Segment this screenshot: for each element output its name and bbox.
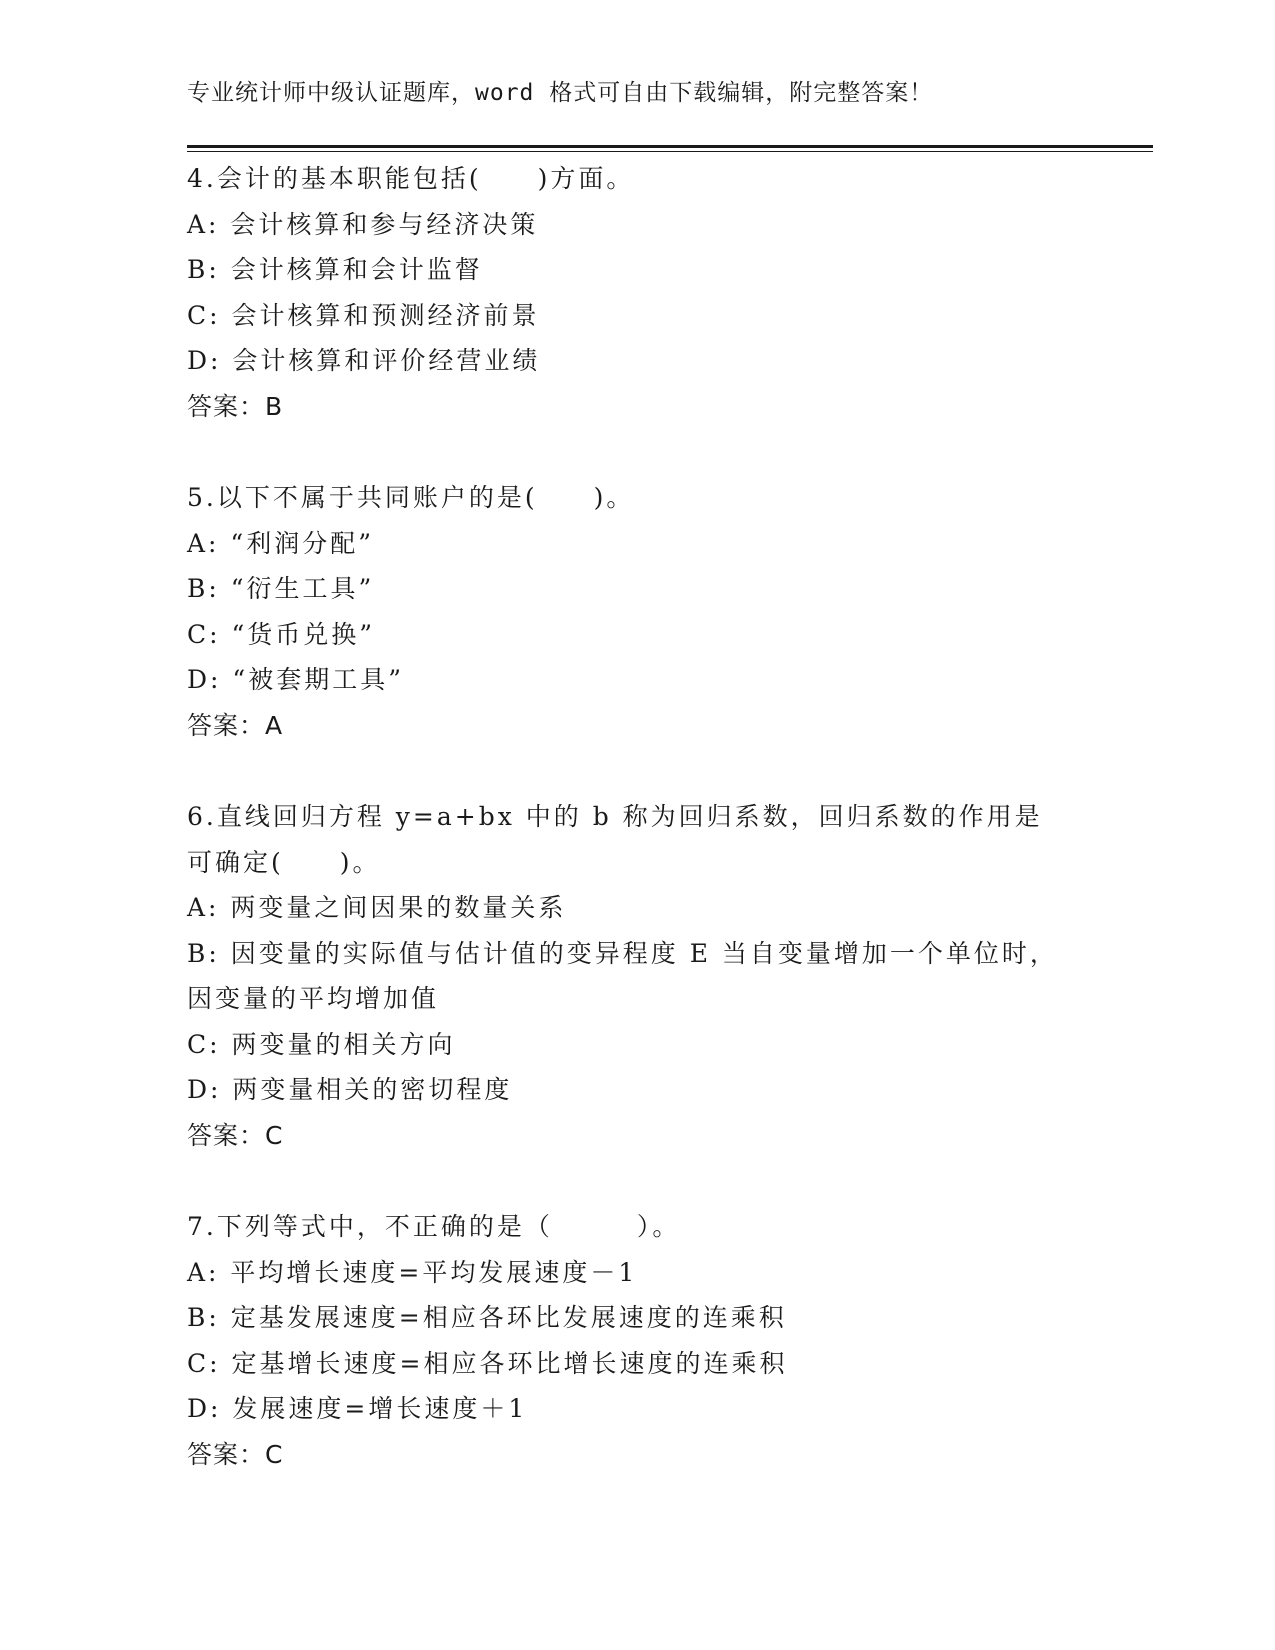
option-b: B: 定基发展速度=相应各环比发展速度的连乘积 — [187, 1303, 787, 1332]
option-d: D: 两变量相关的密切程度 — [187, 1075, 513, 1104]
question-stem: 6.直线回归方程 y=a+bx 中的 b 称为回归系数，回归系数的作用是可确定( )。 — [187, 802, 1043, 877]
answer: 答案：C — [187, 1439, 284, 1469]
option-d: D: 发展速度=增长速度＋1 — [187, 1394, 528, 1423]
header-rule-thick — [187, 145, 1153, 148]
header-rule-thin — [187, 151, 1153, 152]
option-b: B: 因变量的实际值与估计值的变异程度 E 当自变量增加一个单位时，因变量的平均增加值 — [187, 938, 1058, 1013]
question-stem: 5.以下不属于共同账户的是( )。 — [187, 483, 635, 512]
answer: 答案：C — [187, 1120, 284, 1150]
option-b: B: “衍生工具” — [187, 574, 375, 603]
option-a: A: 平均增长速度=平均发展速度－1 — [187, 1257, 638, 1287]
answer: 答案：B — [187, 391, 284, 421]
question-5 — [187, 475, 1087, 748]
option-a: A: 两变量之间因果的数量关系 — [187, 893, 567, 922]
answer: 答案：A — [187, 710, 284, 740]
question-4 — [187, 156, 1087, 429]
option-c: C: “货币兑换” — [187, 619, 376, 649]
question-7 — [187, 1204, 1087, 1477]
option-c: C: 两变量的相关方向 — [187, 1029, 456, 1059]
option-b: B: 会计核算和会计监督 — [187, 255, 483, 284]
option-a: A: 会计核算和参与经济决策 — [187, 209, 539, 239]
question-list — [187, 156, 1087, 1477]
option-d: D: 会计核算和评价经营业绩 — [187, 346, 541, 375]
option-a: A: “利润分配” — [187, 528, 374, 558]
option-c: C: 定基增长速度=相应各环比增长速度的连乘积 — [187, 1348, 788, 1378]
option-d: D: “被套期工具” — [187, 665, 404, 694]
question-stem: 7.下列等式中，不正确的是（ ）。 — [187, 1212, 681, 1241]
question-6 — [187, 794, 1067, 1158]
document-header: 专业统计师中级认证题库，word 格式可自由下载编辑，附完整答案！ — [187, 80, 934, 106]
question-stem: 4.会计的基本职能包括( )方面。 — [187, 164, 635, 193]
option-c: C: 会计核算和预测经济前景 — [187, 300, 540, 330]
